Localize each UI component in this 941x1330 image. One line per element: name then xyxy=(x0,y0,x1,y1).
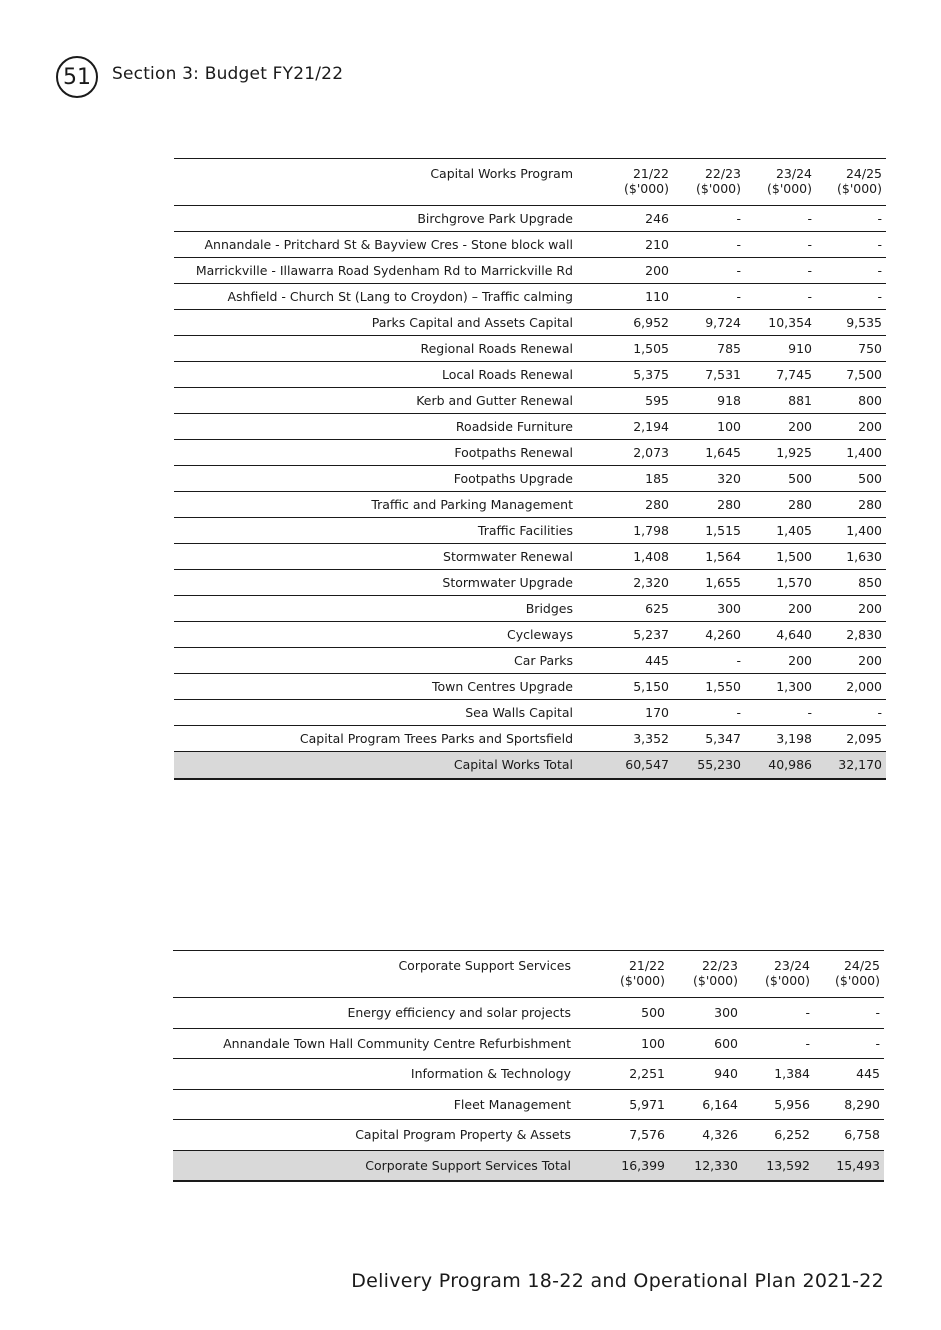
cell-value: 500 xyxy=(788,471,812,486)
cell-value: - xyxy=(736,289,741,304)
cell-value: - xyxy=(877,211,882,226)
cell-value: 280 xyxy=(788,497,812,512)
cell-value: 300 xyxy=(714,1005,738,1021)
cell-value: 13,592 xyxy=(766,1157,810,1173)
row-label: Cycleways xyxy=(507,627,573,642)
cell-value: 850 xyxy=(858,575,882,590)
table-row xyxy=(174,284,886,310)
cell-value: 940 xyxy=(714,1066,738,1082)
column-header-year: 21/22 ($'000) xyxy=(623,166,669,196)
cell-value: - xyxy=(807,237,812,252)
cell-value: 60,547 xyxy=(625,757,669,773)
cell-value: - xyxy=(736,653,741,668)
table-row xyxy=(174,362,886,388)
cell-value: 210 xyxy=(645,237,669,252)
row-label: Birchgrove Park Upgrade xyxy=(417,211,573,226)
row-label: Roadside Furniture xyxy=(455,419,573,434)
cell-value: 3,352 xyxy=(633,731,669,746)
cell-value: - xyxy=(807,263,812,278)
row-label: Regional Roads Renewal xyxy=(420,341,573,356)
cell-value: 1,515 xyxy=(705,523,741,538)
cell-value: - xyxy=(877,289,882,304)
row-label: Parks Capital and Assets Capital xyxy=(371,315,573,330)
cell-value: 595 xyxy=(645,393,669,408)
cell-value: 1,505 xyxy=(633,341,669,356)
cell-value: 1,798 xyxy=(633,523,669,538)
cell-value: 1,630 xyxy=(846,549,882,564)
cell-value: 445 xyxy=(645,653,669,668)
table-row xyxy=(174,518,886,544)
cell-value: 110 xyxy=(645,289,669,304)
total-row xyxy=(174,752,886,779)
page-number-badge xyxy=(56,56,98,98)
row-label: Capital Works Total xyxy=(453,757,573,773)
cell-value: 500 xyxy=(858,471,882,486)
row-label: Corporate Support Services Total xyxy=(365,1157,571,1173)
cell-value: 7,745 xyxy=(776,367,812,382)
cell-value: 910 xyxy=(788,341,812,356)
cell-value: 1,550 xyxy=(705,679,741,694)
column-header-year: 22/23 ($'000) xyxy=(692,958,738,988)
row-label: Annandale - Pritchard St & Bayview Cres - Stone block wall xyxy=(204,237,573,252)
column-header-year: 23/24 ($'000) xyxy=(764,958,810,988)
row-label: Capital Program Trees Parks and Sportsfield xyxy=(299,731,573,746)
capital-works-table xyxy=(174,158,886,780)
cell-value: 5,347 xyxy=(705,731,741,746)
table-row xyxy=(174,700,886,726)
cell-value: - xyxy=(736,237,741,252)
cell-value: 4,640 xyxy=(776,627,812,642)
cell-value: 200 xyxy=(645,263,669,278)
row-label: Traffic Facilities xyxy=(477,523,573,538)
table-row xyxy=(174,544,886,570)
cell-value: 185 xyxy=(645,471,669,486)
table-row xyxy=(174,206,886,232)
cell-value: 881 xyxy=(788,393,812,408)
row-label: Sea Walls Capital xyxy=(465,705,573,720)
cell-value: 200 xyxy=(858,419,882,434)
row-label: Footpaths Renewal xyxy=(454,445,573,460)
row-label: Local Roads Renewal xyxy=(441,367,573,382)
row-label: Stormwater Upgrade xyxy=(442,575,573,590)
column-header-year: 21/22 ($'000) xyxy=(619,958,665,988)
cell-value: 1,655 xyxy=(705,575,741,590)
table-row xyxy=(173,1028,884,1059)
footer-title: Delivery Program 18-22 and Operational Plan 2021-22 xyxy=(351,1270,884,1292)
cell-value: 280 xyxy=(645,497,669,512)
cell-value: 9,724 xyxy=(705,315,741,330)
cell-value: 800 xyxy=(858,393,882,408)
cell-value: 600 xyxy=(714,1035,738,1051)
cell-value: 785 xyxy=(717,341,741,356)
table-row xyxy=(174,596,886,622)
cell-value: 2,320 xyxy=(633,575,669,590)
cell-value: - xyxy=(807,289,812,304)
cell-value: 750 xyxy=(858,341,882,356)
cell-value: 1,408 xyxy=(633,549,669,564)
row-label: Ashfield - Church St (Lang to Croydon) – Traffic calming xyxy=(227,289,573,304)
cell-value: 12,330 xyxy=(694,1157,738,1173)
cell-value: 1,645 xyxy=(705,445,741,460)
cell-value: 3,198 xyxy=(776,731,812,746)
cell-value: 1,925 xyxy=(776,445,812,460)
column-header-year: 22/23 ($'000) xyxy=(695,166,741,196)
cell-value: - xyxy=(875,1035,880,1051)
column-header-year: 23/24 ($'000) xyxy=(766,166,812,196)
table-header-row xyxy=(173,951,884,998)
table-row xyxy=(174,622,886,648)
cell-value: 300 xyxy=(717,601,741,616)
cell-value: 10,354 xyxy=(768,315,812,330)
cell-value: 2,000 xyxy=(846,679,882,694)
table-row xyxy=(173,1089,884,1120)
cell-value: 500 xyxy=(641,1005,665,1021)
table-row xyxy=(173,1059,884,1090)
table-row xyxy=(174,492,886,518)
table-row xyxy=(174,414,886,440)
cell-value: - xyxy=(877,263,882,278)
cell-value: 1,570 xyxy=(776,575,812,590)
cell-value: 7,531 xyxy=(705,367,741,382)
cell-value: 170 xyxy=(645,705,669,720)
cell-value: 1,400 xyxy=(846,523,882,538)
corporate-support-table xyxy=(173,950,884,1182)
cell-value: 2,830 xyxy=(846,627,882,642)
cell-value: 1,400 xyxy=(846,445,882,460)
cell-value: 6,758 xyxy=(844,1127,880,1143)
table-row xyxy=(174,258,886,284)
cell-value: 100 xyxy=(717,419,741,434)
cell-value: 15,493 xyxy=(836,1157,880,1173)
table-row xyxy=(174,570,886,596)
cell-value: 100 xyxy=(641,1035,665,1051)
row-label: Stormwater Renewal xyxy=(443,549,573,564)
cell-value: 200 xyxy=(788,601,812,616)
cell-value: 6,164 xyxy=(702,1096,738,1112)
row-label: Marrickville - Illawarra Road Sydenham Rd to Marrickville Rd xyxy=(195,263,573,278)
cell-value: 9,535 xyxy=(846,315,882,330)
row-label: Car Parks xyxy=(513,653,573,668)
cell-value: 5,375 xyxy=(633,367,669,382)
cell-value: - xyxy=(736,263,741,278)
cell-value: 280 xyxy=(717,497,741,512)
cell-value: - xyxy=(805,1005,810,1021)
table-row xyxy=(174,466,886,492)
cell-value: 55,230 xyxy=(697,757,741,773)
table-row xyxy=(173,998,884,1029)
row-label: Kerb and Gutter Renewal xyxy=(416,393,573,408)
table-row xyxy=(174,232,886,258)
column-header-label: Capital Works Program xyxy=(430,166,573,181)
cell-value: - xyxy=(875,1005,880,1021)
cell-value: 2,073 xyxy=(633,445,669,460)
cell-value: 7,500 xyxy=(846,367,882,382)
table-row xyxy=(174,336,886,362)
cell-value: 1,300 xyxy=(776,679,812,694)
table-header-row xyxy=(174,159,886,206)
total-row xyxy=(173,1150,884,1181)
table-row xyxy=(174,648,886,674)
section-title: Section 3: Budget FY21/22 xyxy=(112,64,344,84)
row-label: Information & Technology xyxy=(410,1066,571,1082)
column-header-year: 24/25 ($'000) xyxy=(836,166,882,196)
column-header-label: Corporate Support Services xyxy=(398,958,571,973)
cell-value: - xyxy=(736,705,741,720)
cell-value: 8,290 xyxy=(844,1096,880,1112)
table-row xyxy=(174,310,886,336)
cell-value: - xyxy=(807,705,812,720)
cell-value: 5,237 xyxy=(633,627,669,642)
page-number: 51 xyxy=(63,64,91,90)
row-label: Capital Program Property & Assets xyxy=(355,1127,571,1143)
cell-value: 200 xyxy=(788,419,812,434)
cell-value: - xyxy=(805,1035,810,1051)
row-label: Annandale Town Hall Community Centre Refurbishment xyxy=(223,1035,571,1051)
cell-value: 1,500 xyxy=(776,549,812,564)
cell-value: 5,150 xyxy=(633,679,669,694)
table-row xyxy=(174,726,886,752)
cell-value: - xyxy=(736,211,741,226)
cell-value: 2,251 xyxy=(629,1066,665,1082)
cell-value: 4,326 xyxy=(702,1127,738,1143)
cell-value: 4,260 xyxy=(705,627,741,642)
cell-value: 2,095 xyxy=(846,731,882,746)
cell-value: 1,564 xyxy=(705,549,741,564)
row-label: Town Centres Upgrade xyxy=(431,679,573,694)
cell-value: 320 xyxy=(717,471,741,486)
cell-value: 6,952 xyxy=(633,315,669,330)
cell-value: - xyxy=(877,705,882,720)
table-row xyxy=(174,388,886,414)
column-header-year: 24/25 ($'000) xyxy=(834,958,880,988)
cell-value: 16,399 xyxy=(621,1157,665,1173)
cell-value: 6,252 xyxy=(774,1127,810,1143)
cell-value: 32,170 xyxy=(838,757,882,773)
cell-value: 1,405 xyxy=(776,523,812,538)
cell-value: 625 xyxy=(645,601,669,616)
cell-value: 200 xyxy=(858,601,882,616)
cell-value: 918 xyxy=(717,393,741,408)
cell-value: 246 xyxy=(645,211,669,226)
table-row xyxy=(174,440,886,466)
cell-value: 2,194 xyxy=(633,419,669,434)
table-row xyxy=(173,1120,884,1151)
row-label: Footpaths Upgrade xyxy=(453,471,573,486)
row-label: Fleet Management xyxy=(453,1096,571,1112)
row-label: Bridges xyxy=(525,601,573,616)
cell-value: 40,986 xyxy=(768,757,812,773)
cell-value: - xyxy=(877,237,882,252)
row-label: Energy efficiency and solar projects xyxy=(347,1005,571,1021)
table-row xyxy=(174,674,886,700)
cell-value: 445 xyxy=(856,1066,880,1082)
cell-value: 280 xyxy=(858,497,882,512)
cell-value: 200 xyxy=(858,653,882,668)
cell-value: 5,956 xyxy=(774,1096,810,1112)
cell-value: 7,576 xyxy=(629,1127,665,1143)
cell-value: 1,384 xyxy=(774,1066,810,1082)
cell-value: - xyxy=(807,211,812,226)
cell-value: 200 xyxy=(788,653,812,668)
row-label: Traffic and Parking Management xyxy=(371,497,573,512)
cell-value: 5,971 xyxy=(629,1096,665,1112)
